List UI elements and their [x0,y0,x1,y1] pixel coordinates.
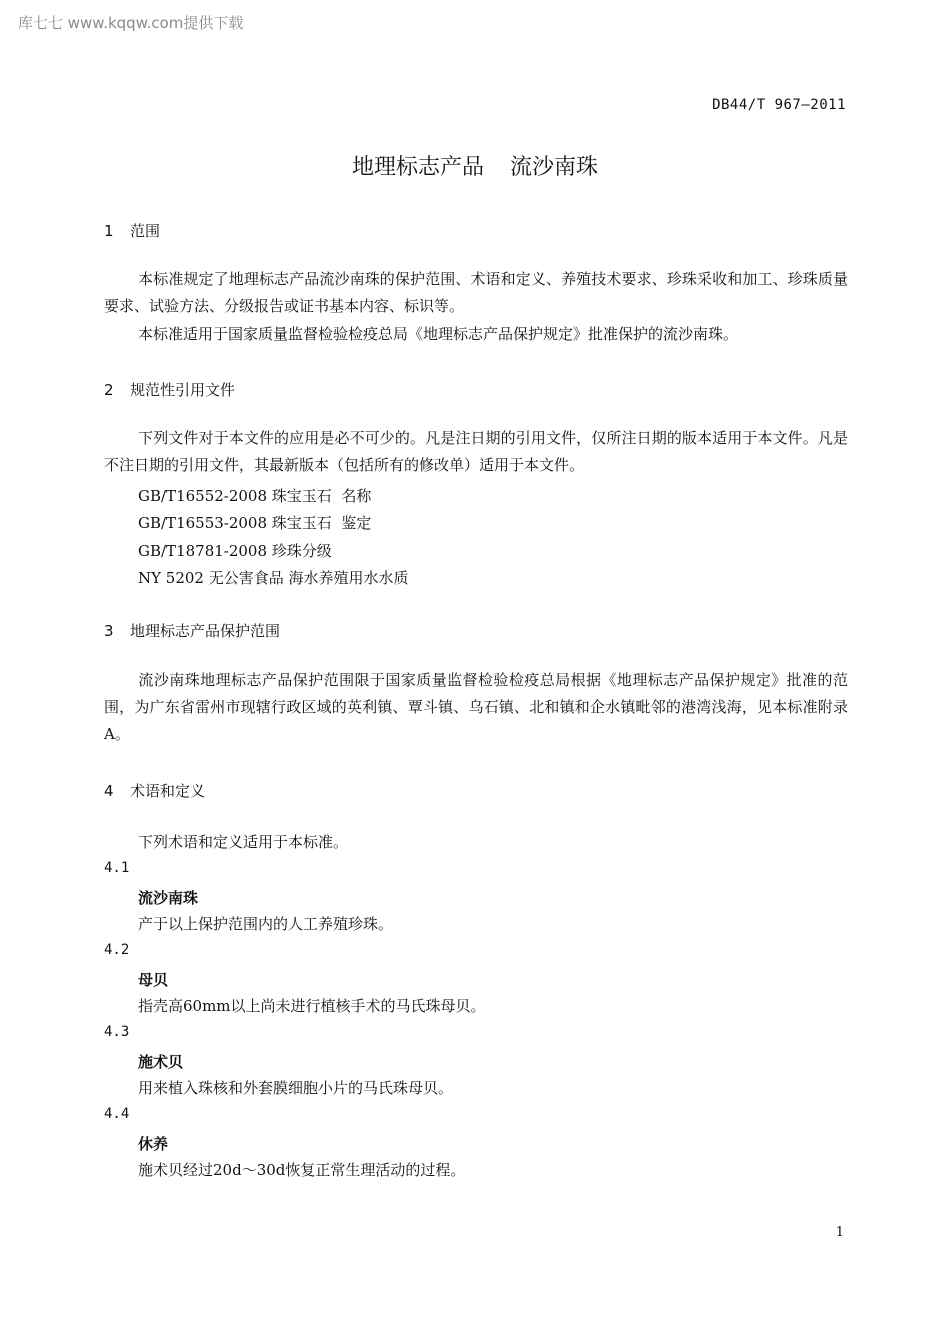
term-definition: 用来植入珠核和外套膜细胞小片的马氏珠母贝。 [138,1079,454,1097]
section-1-heading [104,220,160,241]
section-number: 3 [104,622,114,640]
document-code: DB44/T 967—2011 [712,97,846,113]
section-number: 4 [104,782,114,800]
page-number: 1 [835,1225,844,1240]
section-1-paragraph-2 [104,321,848,348]
term-number: 4.3 [104,1024,130,1040]
term-definition: 施术贝经过20d～30d恢复正常生理活动的过程。 [138,1161,466,1179]
term-number: 4.4 [104,1106,130,1122]
term-name: 流沙南珠 [138,889,199,907]
section-2-paragraph-1 [104,425,848,479]
section-4-heading [104,780,205,801]
section-title: 术语和定义 [130,782,206,800]
reference-item: NY 5202 无公害食品 海水养殖用水水质 [138,569,409,587]
watermark: 库七七 www.kqqw.com提供下载 [18,14,244,32]
section-2-heading [104,379,235,400]
term-number: 4.2 [104,942,130,958]
term-name: 母贝 [138,971,169,989]
term-definition: 指壳高60mm以上尚未进行植核手术的马氏珠母贝。 [138,997,486,1015]
title-part-2: 流沙南珠 [510,155,599,180]
section-number: 1 [104,222,114,240]
section-title: 规范性引用文件 [130,381,236,399]
term-number: 4.1 [104,860,130,876]
section-title: 地理标志产品保护范围 [130,622,281,640]
section-3-heading [104,620,280,641]
section-1-paragraph-1 [104,266,848,320]
section-title: 范围 [130,222,161,240]
reference-item: GB/T16553-2008 珠宝玉石 鉴定 [138,514,372,532]
section-4-intro: 下列术语和定义适用于本标准。 [138,833,349,851]
reference-item: GB/T16552-2008 珠宝玉石 名称 [138,487,372,505]
reference-item: GB/T18781-2008 珍珠分级 [138,542,332,560]
paragraph-text: 本标准规定了地理标志产品流沙南珠的保护范围、术语和定义、养殖技术要求、珍珠采收和加工、珍珠质量要求、试验方法、分级报告或证书基本内容、标识等。 [104,270,848,315]
section-3-paragraph-1 [104,667,848,748]
title-part-1: 地理标志产品 [351,155,484,180]
paragraph-text: 下列文件对于本文件的应用是必不可少的。凡是注日期的引用文件，仅所注日期的版本适用于本文件。凡是不注日期的引用文件，其最新版本（包括所有的修改单）适用于本文件。 [104,429,848,474]
section-number: 2 [104,381,114,399]
page-title [0,150,950,181]
paragraph-text: 本标准适用于国家质量监督检验检疫总局《地理标志产品保护规定》批准保护的流沙南珠。 [138,325,739,343]
paragraph-text: 流沙南珠地理标志产品保护范围限于国家质量监督检验检疫总局根据《地理标志产品保护规定》批准的范围，为广东省雷州市现辖行政区域的英利镇、覃斗镇、乌石镇、北和镇和企水镇毗邻的港湾浅海，见本标准附录A。 [104,671,848,743]
term-name: 施术贝 [138,1053,184,1071]
term-name: 休养 [138,1135,169,1153]
term-definition: 产于以上保护范围内的人工养殖珍珠。 [138,915,394,933]
